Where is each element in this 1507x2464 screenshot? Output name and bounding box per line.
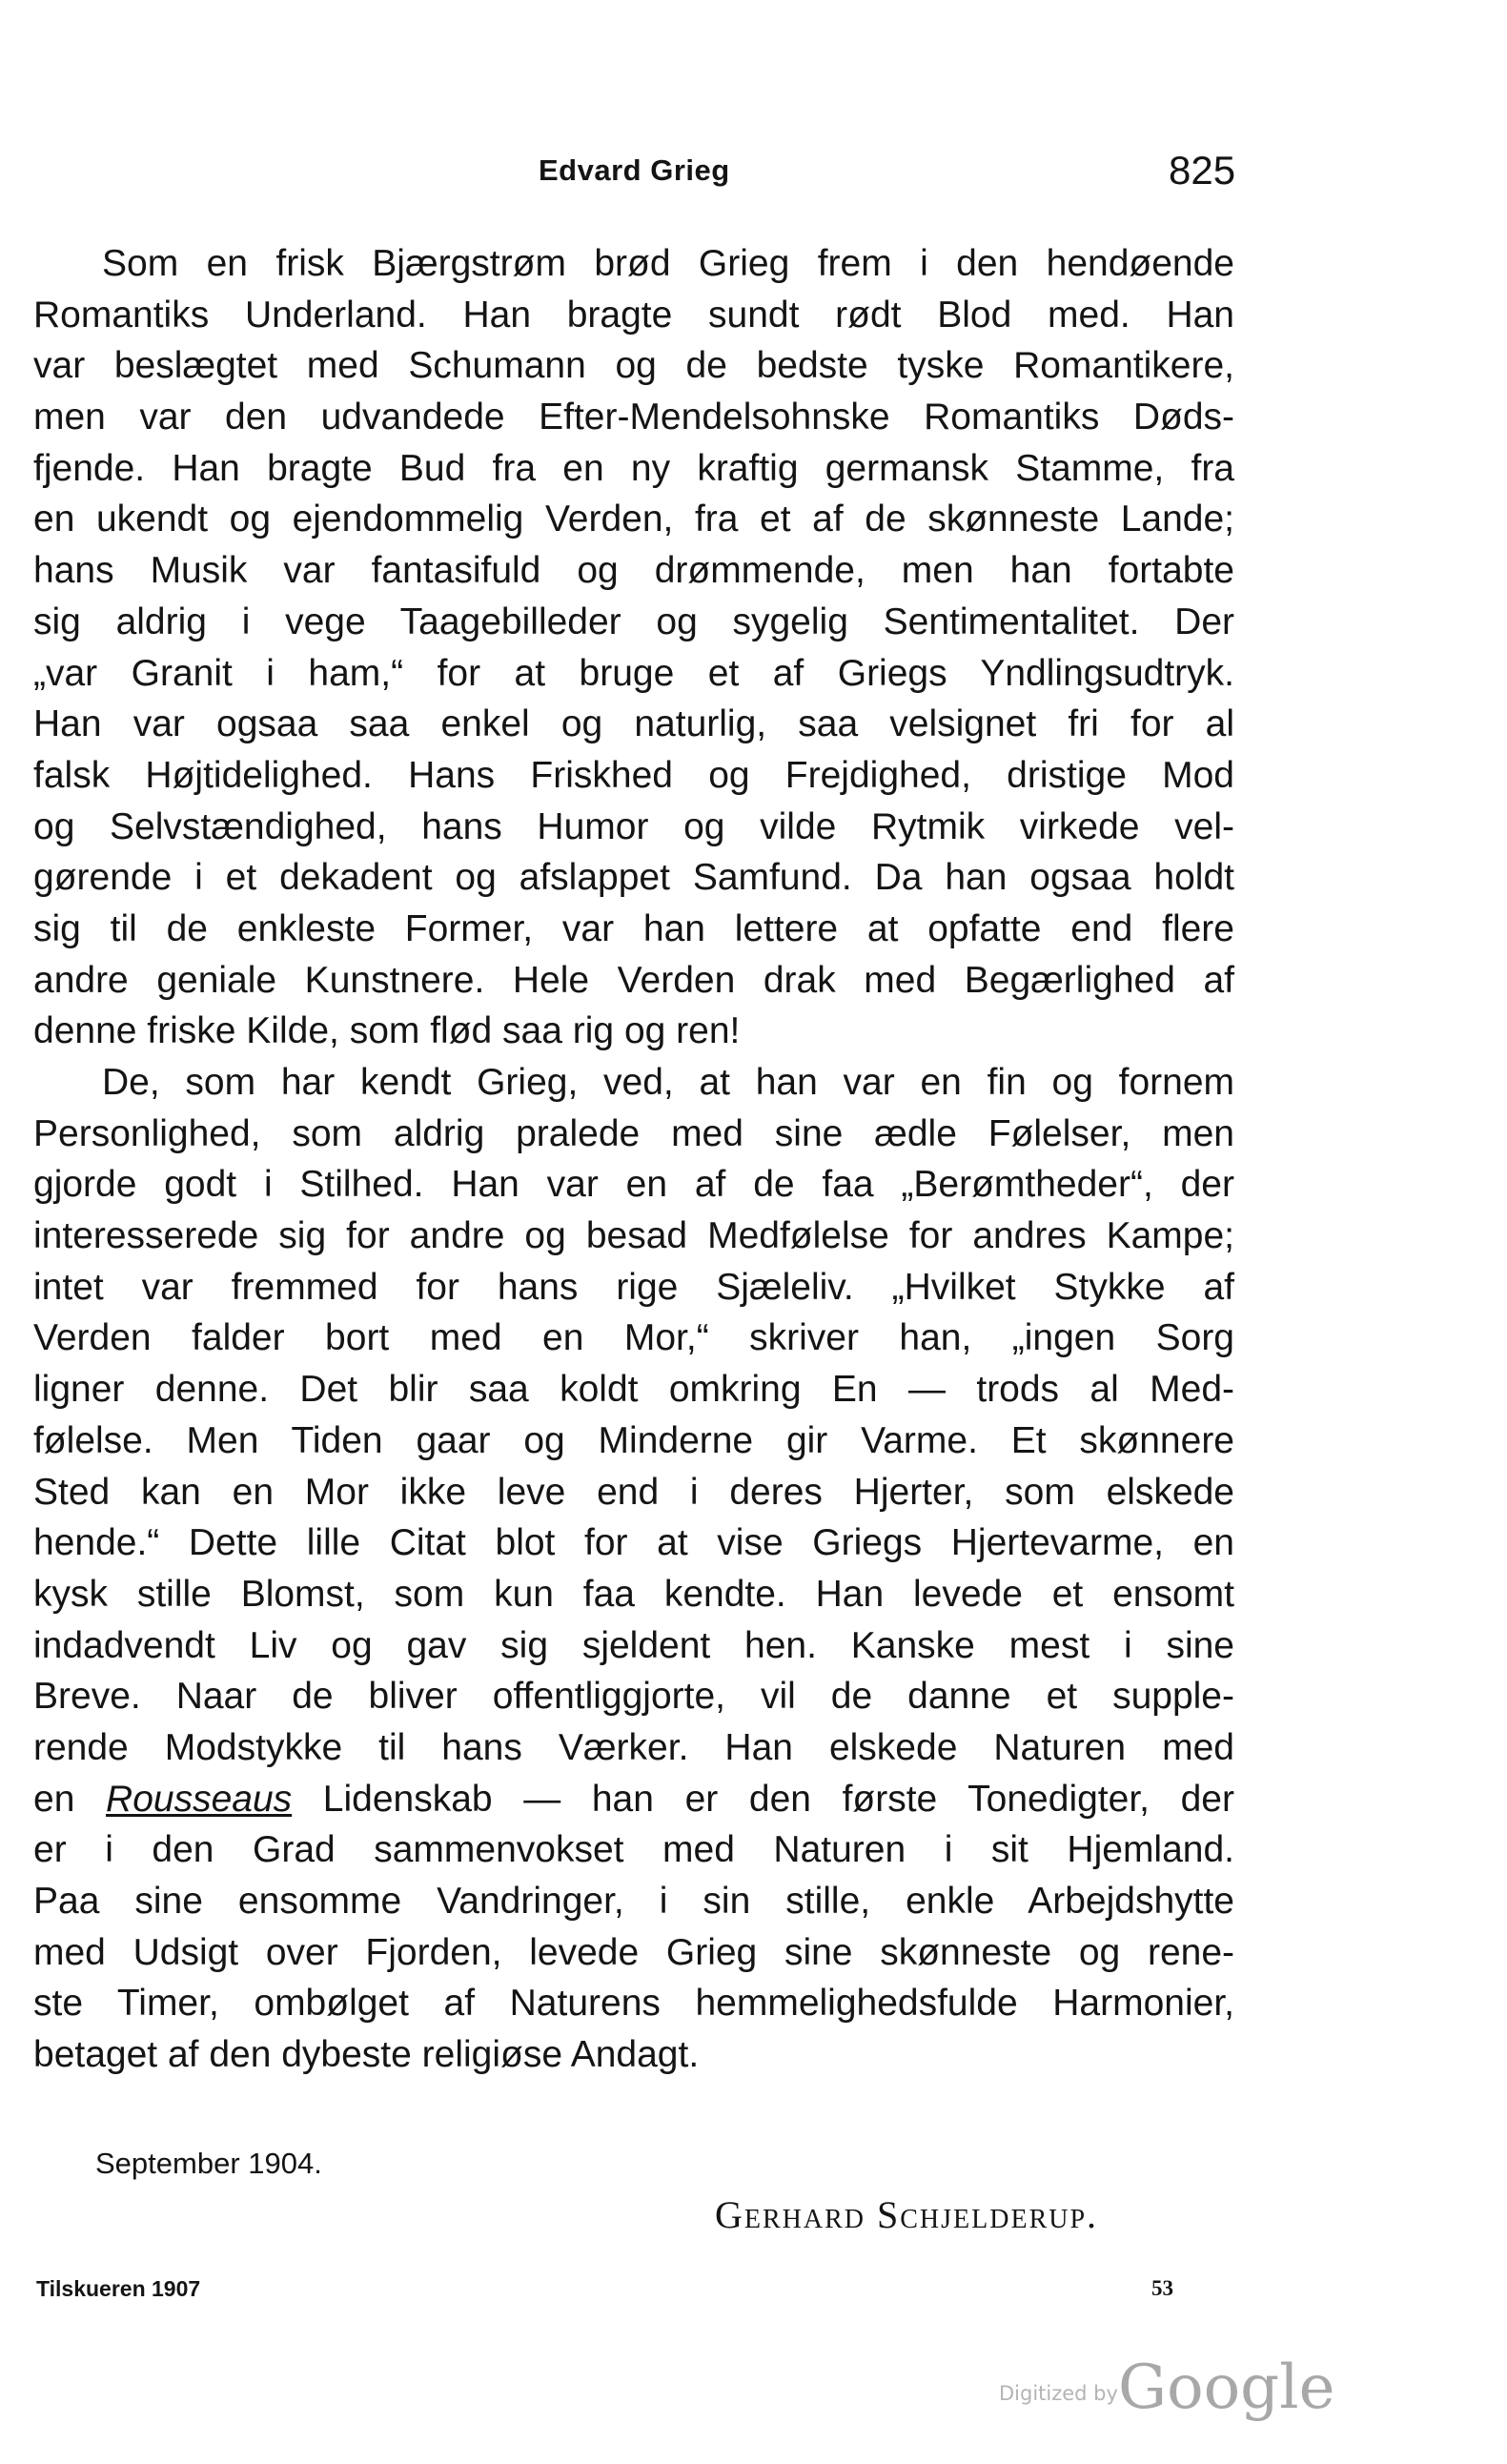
text-line: Han var ogsaa saa enkel og naturlig, saa velsignet fri for al (33, 703, 1234, 745)
text-line: interesserede sig for andre og besad Medfølelse for andres Kampe; (33, 1215, 1234, 1257)
digitization-watermark (999, 2352, 1334, 2423)
running-head (0, 148, 1507, 205)
running-title: Edvard Grieg (539, 153, 730, 187)
text-line: andre geniale Kunstnere. Hele Verden drak med Begærlighed af (33, 959, 1234, 1001)
text-line: sig aldrig i vege Taagebilleder og sygelig Sentimentalitet. Der (33, 601, 1234, 642)
text-line: ste Timer, ombølget af Naturens hemmelighedsfulde Harmonier, (33, 1983, 1234, 2025)
text-line: sig til de enkleste Former, var han lettere at opfatte end flere (33, 907, 1234, 949)
text-line: hans Musik var fantasifuld og drømmende, men han fortabte (33, 550, 1234, 592)
text-line: kysk stille Blomst, som kun faa kendte. Han levede et ensomt (33, 1573, 1234, 1615)
text-line: Paa sine ensomme Vandringer, i sin stille, enkle Arbejdshytte (33, 1881, 1234, 1922)
journal-footer: Tilskueren 1907 (36, 2276, 201, 2301)
text-line: intet var fremmed for hans rige Sjæleliv. „Hvilket Stykke af (33, 1266, 1234, 1308)
text-line: gørende i et dekadent og afslappet Samfund. Da han ogsaa holdt (33, 857, 1234, 899)
dateline: September 1904. (95, 2147, 322, 2180)
text-line: var beslægtet med Schumann og de bedste tyske Romantikere, (33, 345, 1234, 387)
text-line: men var den udvandede Efter-Mendelsohnske Romantiks Døds- (33, 397, 1234, 438)
text-line: hende.“ Dette lille Citat blot for at vise Griegs Hjertevarme, en (33, 1522, 1234, 1564)
text-line: ligner denne. Det blir saa koldt omkring En — trods al Med- (33, 1369, 1234, 1411)
text-line: Verden falder bort med en Mor,“ skriver han, „ingen Sorg (33, 1317, 1234, 1359)
text-line: Breve. Naar de bliver offentliggjorte, vil de danne et supple- (33, 1676, 1234, 1718)
author-signature: Gerhard Schjelderup. (715, 2193, 1099, 2236)
watermark-prefix: Digitized by (999, 2382, 1118, 2405)
text-line: Romantiks Underland. Han bragte sundt rødt Blod med. Han (33, 294, 1234, 336)
text-line: indadvendt Liv og gav sig sjeldent hen. Kanske mest i sine (33, 1624, 1234, 1666)
text-line: Personlighed, som aldrig pralede med sine ædle Følelser, men (33, 1112, 1234, 1154)
text-line: Sted kan en Mor ikke leve end i deres Hjerter, som elskede (33, 1471, 1234, 1513)
text-line: denne friske Kilde, som flød saa rig og ren! (33, 1010, 741, 1052)
text-fragment: en (33, 1778, 75, 1820)
text-line: gjorde godt i Stilhed. Han var en af de faa „Berømtheder“, der (33, 1164, 1234, 1206)
text-line: betaget af den dybeste religiøse Andagt. (33, 2034, 700, 2076)
page-number: 825 (1169, 148, 1236, 193)
text-line: med Udsigt over Fjorden, levede Grieg sine skønneste og rene- (33, 1931, 1234, 1973)
text-line: følelse. Men Tiden gaar og Minderne gir Varme. Et skønnere (33, 1419, 1234, 1461)
watermark-brand: Google (1117, 2352, 1335, 2423)
text-line-with-name (33, 1774, 1234, 1825)
text-line: De, som har kendt Grieg, ved, at han var en fin og fornem (102, 1062, 1234, 1103)
text-fragment: Lidenskab — han er den første Tonedigter, der (322, 1778, 1234, 1820)
text-line: rende Modstykke til hans Værker. Han elskede Naturen med (33, 1726, 1234, 1768)
text-line: er i den Grad sammenvokset med Naturen i sit Hjemland. (33, 1829, 1234, 1871)
text-line: Som en frisk Bjærgstrøm brød Grieg frem i den hendøende (102, 243, 1234, 284)
text-line: falsk Højtidelighed. Hans Friskhed og Frejdighed, dristige Mod (33, 754, 1234, 796)
person-name: Rousseaus (106, 1778, 293, 1820)
text-line: en ukendt og ejendommelig Verden, fra et af de skønneste Lande; (33, 499, 1234, 540)
article-body (33, 238, 1234, 2081)
text-line: „var Granit i ham,“ for at bruge et af Griegs Yndlingsudtryk. (33, 652, 1234, 694)
signature-mark: 53 (1151, 2276, 1173, 2300)
text-line: og Selvstændighed, hans Humor og vilde Rytmik virkede vel- (33, 805, 1234, 847)
text-line: fjende. Han bragte Bud fra en ny kraftig germansk Stamme, fra (33, 447, 1234, 489)
